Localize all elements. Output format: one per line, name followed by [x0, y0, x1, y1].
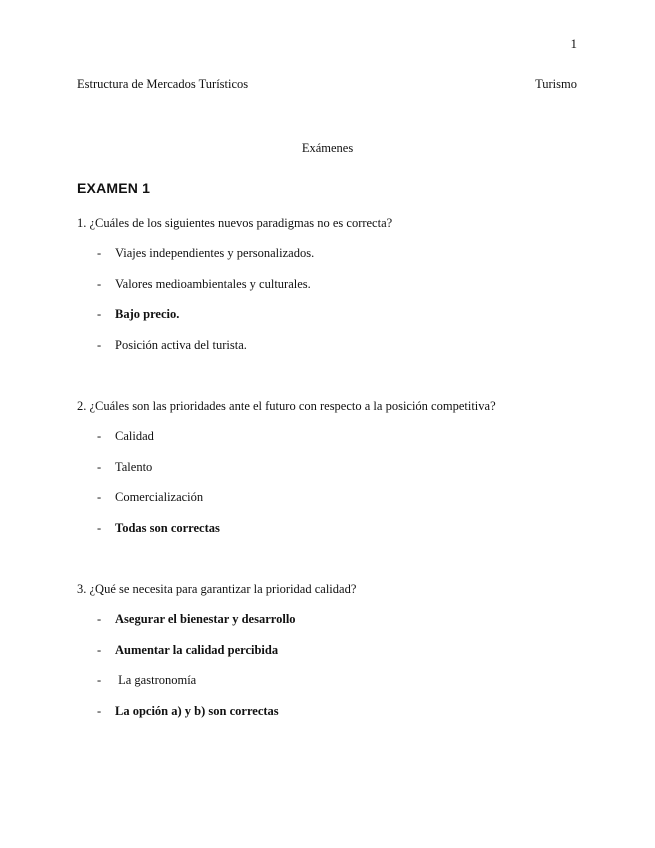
- option-item-correct: [77, 299, 577, 330]
- option-item: [77, 665, 577, 696]
- option-text: Valores medioambientales y culturales.: [115, 276, 311, 291]
- option-item: [77, 269, 577, 300]
- dash-bullet: -: [97, 429, 102, 443]
- option-text: Aumentar la calidad percibida: [115, 642, 279, 657]
- option-item: [77, 330, 577, 361]
- option-text: Posición activa del turista.: [115, 337, 247, 352]
- options-list: [77, 238, 577, 360]
- dash-bullet: -: [97, 642, 102, 657]
- question-2: [77, 396, 577, 543]
- dash-bullet: -: [97, 673, 102, 688]
- dash-bullet: -: [97, 612, 102, 626]
- dash-bullet: -: [97, 307, 102, 322]
- option-text: Comercialización: [115, 490, 204, 505]
- option-text: Viajes independientes y personalizados.: [115, 246, 315, 260]
- dash-bullet: -: [97, 520, 102, 535]
- question-1: [77, 213, 577, 360]
- header-course-title: Estructura de Mercados Turísticos: [77, 77, 249, 91]
- page-number: 1: [570, 36, 577, 51]
- option-text: Bajo precio.: [115, 307, 180, 322]
- option-item-correct: [77, 635, 577, 666]
- option-item-correct: [77, 696, 577, 727]
- dash-bullet: -: [97, 246, 102, 260]
- dash-bullet: -: [97, 337, 102, 352]
- option-text: La opción a) y b) son correctas: [115, 703, 279, 718]
- option-text: Calidad: [115, 429, 154, 443]
- option-text: Todas son correctas: [115, 520, 220, 535]
- option-item-correct: [77, 513, 577, 544]
- dash-bullet: -: [97, 276, 102, 291]
- running-header: [77, 77, 577, 92]
- dash-bullet: -: [97, 490, 102, 505]
- option-text: Talento: [115, 459, 153, 474]
- option-item: [77, 238, 577, 269]
- option-item: [77, 452, 577, 483]
- header-subject: Turismo: [535, 77, 577, 91]
- option-item: [77, 482, 577, 513]
- options-list: [77, 604, 577, 726]
- options-list: [77, 421, 577, 543]
- exam-heading: EXAMEN 1: [77, 180, 151, 196]
- dash-bullet: -: [97, 459, 102, 474]
- option-item: [77, 421, 577, 452]
- document-title: Exámenes: [301, 141, 354, 155]
- option-text: La gastronomía: [115, 673, 197, 688]
- dash-bullet: -: [97, 703, 102, 718]
- question-text: 3. ¿Qué se necesita para garantizar la prioridad calidad?: [77, 582, 357, 596]
- question-text: 1. ¿Cuáles de los siguientes nuevos paradigmas no es correcta?: [77, 216, 393, 230]
- question-text: 2. ¿Cuáles son las prioridades ante el futuro con respecto a la posición competitiva?: [77, 399, 496, 413]
- question-3: [77, 579, 577, 726]
- option-text: Asegurar el bienestar y desarrollo: [115, 612, 296, 626]
- option-item-correct: [77, 604, 577, 635]
